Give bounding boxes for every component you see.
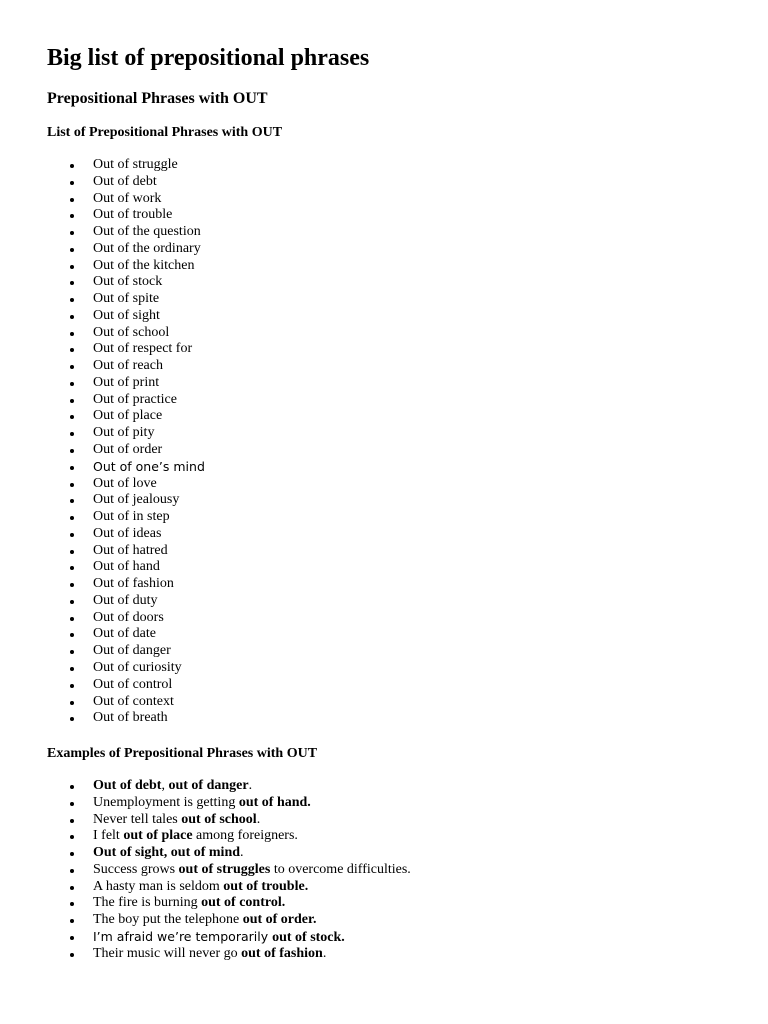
phrase-list-item: Out of one’s mind: [0, 459, 205, 476]
example-list-item: [0, 828, 411, 845]
example-text: The boy put the telephone: [93, 912, 243, 928]
phrase-list-item: Out of the kitchen: [0, 258, 205, 275]
example-text: Unemployment is getting: [93, 794, 239, 810]
example-phrase: out of struggles: [178, 861, 271, 877]
example-list: [0, 778, 411, 962]
example-phrase: out of danger: [168, 778, 249, 793]
phrase-list-item: Out of hand: [0, 559, 205, 576]
example-phrase: Out of sight, out of mind: [93, 845, 241, 861]
phrase-list-item: Out of practice: [0, 392, 205, 409]
phrase-list-item: Out of in step: [0, 509, 205, 526]
phrase-list-item: Out of stock: [0, 274, 205, 291]
phrase-list-item: Out of print: [0, 375, 205, 392]
example-list-item: [0, 812, 411, 829]
phrase-list-item: Out of order: [0, 442, 205, 459]
phrase-list-item: Out of reach: [0, 358, 205, 375]
phrase-list-item: Out of fashion: [0, 576, 205, 593]
example-phrase: out of fashion: [241, 945, 323, 961]
example-phrase: out of trouble.: [223, 878, 309, 894]
phrase-list-item: Out of danger: [0, 643, 205, 660]
section-title: Prepositional Phrases with OUT: [47, 90, 268, 107]
example-phrase: out of school: [181, 811, 257, 827]
example-list-item: [0, 845, 411, 862]
phrase-list-item: Out of school: [0, 325, 205, 342]
phrase-list-item: Out of ideas: [0, 526, 205, 543]
phrase-list-item: Out of debt: [0, 174, 205, 191]
example-text: .: [322, 945, 327, 961]
phrase-list-item: Out of duty: [0, 593, 205, 610]
phrase-list-item: Out of jealousy: [0, 492, 205, 509]
example-text: I’m afraid we’re temporarily: [93, 928, 273, 944]
phrase-list-item: Out of respect for: [0, 341, 205, 358]
phrase-list-item: Out of curiosity: [0, 660, 205, 677]
example-phrase: out of order.: [242, 912, 317, 928]
example-phrase: out of stock.: [272, 929, 345, 945]
phrase-list-item: Out of work: [0, 191, 205, 208]
phrase-list-item: Out of the ordinary: [0, 241, 205, 258]
example-text: .: [256, 811, 261, 827]
phrase-list-item: Out of love: [0, 476, 205, 493]
phrase-list-item: Out of pity: [0, 425, 205, 442]
phrase-list-item: Out of hatred: [0, 543, 205, 560]
example-list-item: [0, 862, 411, 879]
example-phrase: out of place: [123, 828, 193, 844]
phrase-list-item: Out of spite: [0, 291, 205, 308]
example-text: .: [248, 778, 253, 793]
example-text: among foreigners.: [192, 828, 298, 844]
example-text: Their music will never go: [93, 945, 242, 961]
phrase-list-item: Out of breath: [0, 710, 205, 727]
phrase-list-item: Out of date: [0, 626, 205, 643]
phrase-list-item: Out of doors: [0, 610, 205, 627]
phrase-list-item: Out of struggle: [0, 157, 205, 174]
example-phrase: out of hand.: [238, 794, 311, 810]
phrase-list-item: Out of sight: [0, 308, 205, 325]
example-text: .: [240, 845, 244, 861]
phrase-list-item: Out of the question: [0, 224, 205, 241]
example-list-item: [0, 778, 411, 795]
example-list-item: [0, 895, 411, 912]
list-heading: List of Prepositional Phrases with OUT: [47, 125, 283, 140]
example-phrase: out of control.: [201, 895, 286, 911]
phrase-list: [0, 157, 205, 727]
phrase-list-item: Out of context: [0, 694, 205, 711]
example-text: to overcome difficulties.: [270, 861, 411, 877]
example-list-item: [0, 879, 411, 896]
example-text: Success grows: [93, 861, 179, 877]
example-phrase: Out of debt: [93, 778, 162, 793]
example-text: Never tell tales: [93, 811, 182, 827]
phrase-list-item: Out of trouble: [0, 207, 205, 224]
example-list-item: [0, 929, 411, 946]
examples-heading: Examples of Prepositional Phrases with OUT: [47, 746, 318, 761]
example-list-item: [0, 795, 411, 812]
example-text: ,: [161, 778, 169, 793]
example-list-item: [0, 912, 411, 929]
phrase-list-item: Out of control: [0, 677, 205, 694]
example-text: A hasty man is seldom: [93, 878, 224, 894]
example-list-item: [0, 946, 411, 963]
example-text: The fire is burning: [93, 895, 202, 911]
example-text: I felt: [93, 828, 124, 844]
phrase-list-item: Out of place: [0, 408, 205, 425]
page-title: Big list of prepositional phrases: [47, 45, 370, 71]
